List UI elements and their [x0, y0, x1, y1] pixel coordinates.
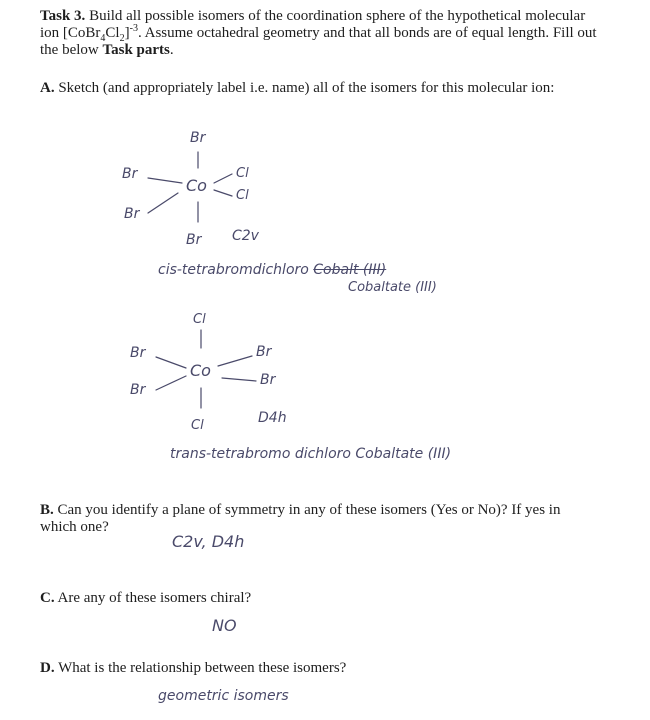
- part-d-question: [40, 660, 600, 677]
- iso1-cl-right-up: Cl: [236, 166, 249, 181]
- iso2-bond-right-down: [222, 378, 256, 381]
- task-title: Task 3.: [40, 8, 86, 24]
- iso2-cl-top: Cl: [193, 312, 206, 327]
- iso2-br-right-up: Br: [256, 344, 272, 360]
- iso1-bond-left-up: [148, 178, 182, 183]
- task-intro: Build all possible isomers of the coordination sphere of the hypothetical molecular ion [CoBr: [40, 8, 586, 41]
- iso2-name: trans-tetrabromo dichloro Cobaltate (III): [170, 446, 452, 462]
- part-c-label: C.: [40, 590, 55, 606]
- formula-charge: -3: [129, 23, 138, 34]
- iso1-br-bottom: Br: [186, 232, 202, 248]
- part-c-answer: NO: [212, 616, 237, 635]
- part-d-answer: geometric isomers: [158, 688, 289, 704]
- iso1-cl-right-down: Cl: [236, 188, 249, 203]
- iso2-bond-left-down: [156, 376, 186, 390]
- iso1-bond-left-down: [148, 193, 178, 213]
- part-c-text: Are any of these isomers chiral?: [57, 590, 252, 606]
- iso2-cl-bottom: Cl: [191, 418, 204, 433]
- iso2-br-left-up: Br: [130, 345, 146, 361]
- iso1-cobalt: Co: [186, 176, 207, 195]
- part-a-label: A.: [40, 80, 55, 96]
- iso2-bond-left-up: [156, 357, 186, 368]
- task-instructions: . Assume octahedral geometry and that all bonds are of equal length. Fill out the below: [40, 25, 597, 58]
- part-d-text: What is the relationship between these isomers?: [58, 660, 347, 676]
- part-b-label: B.: [40, 502, 54, 518]
- formula-subscript-br: 4: [100, 33, 106, 44]
- part-a-text: Sketch (and appropriately label i.e. name) all of the isomers for this molecular ion:: [58, 80, 555, 96]
- iso1-bond-right-up: [214, 174, 232, 183]
- iso1-br-top: Br: [190, 130, 206, 146]
- part-c-question: [40, 590, 600, 607]
- iso2-bond-right-up: [218, 356, 252, 366]
- task-parts-label: Task parts: [102, 42, 170, 58]
- part-d-label: D.: [40, 660, 55, 676]
- iso1-name-text: cis-tetrabromdichloro: [158, 262, 309, 278]
- iso1-symmetry: C2v: [232, 228, 259, 244]
- iso2-br-left-down: Br: [130, 382, 146, 398]
- iso2-cobalt: Co: [190, 361, 211, 380]
- part-b-question: [40, 502, 600, 536]
- task-period: .: [169, 42, 174, 58]
- part-b-text: Can you identify a plane of symmetry in any of these isomers (Yes or No)? If yes in which one?: [40, 502, 561, 535]
- iso1-name-crossed: Cobalt (III): [313, 262, 387, 278]
- iso1-br-left-down: Br: [124, 206, 140, 222]
- iso1-name-correction: Cobaltate (III): [348, 280, 437, 295]
- iso1-br-left-up: Br: [122, 166, 138, 182]
- formula-subscript-cl: 2: [119, 33, 125, 44]
- iso1-name: [158, 262, 386, 278]
- iso2-symmetry: D4h: [258, 410, 287, 426]
- iso1-bond-right-down: [214, 190, 232, 196]
- formula-cl: Cl: [105, 25, 120, 41]
- formula-bracket: ]: [124, 25, 130, 41]
- iso2-br-right-down: Br: [260, 372, 276, 388]
- part-b-answer: C2v, D4h: [172, 532, 245, 551]
